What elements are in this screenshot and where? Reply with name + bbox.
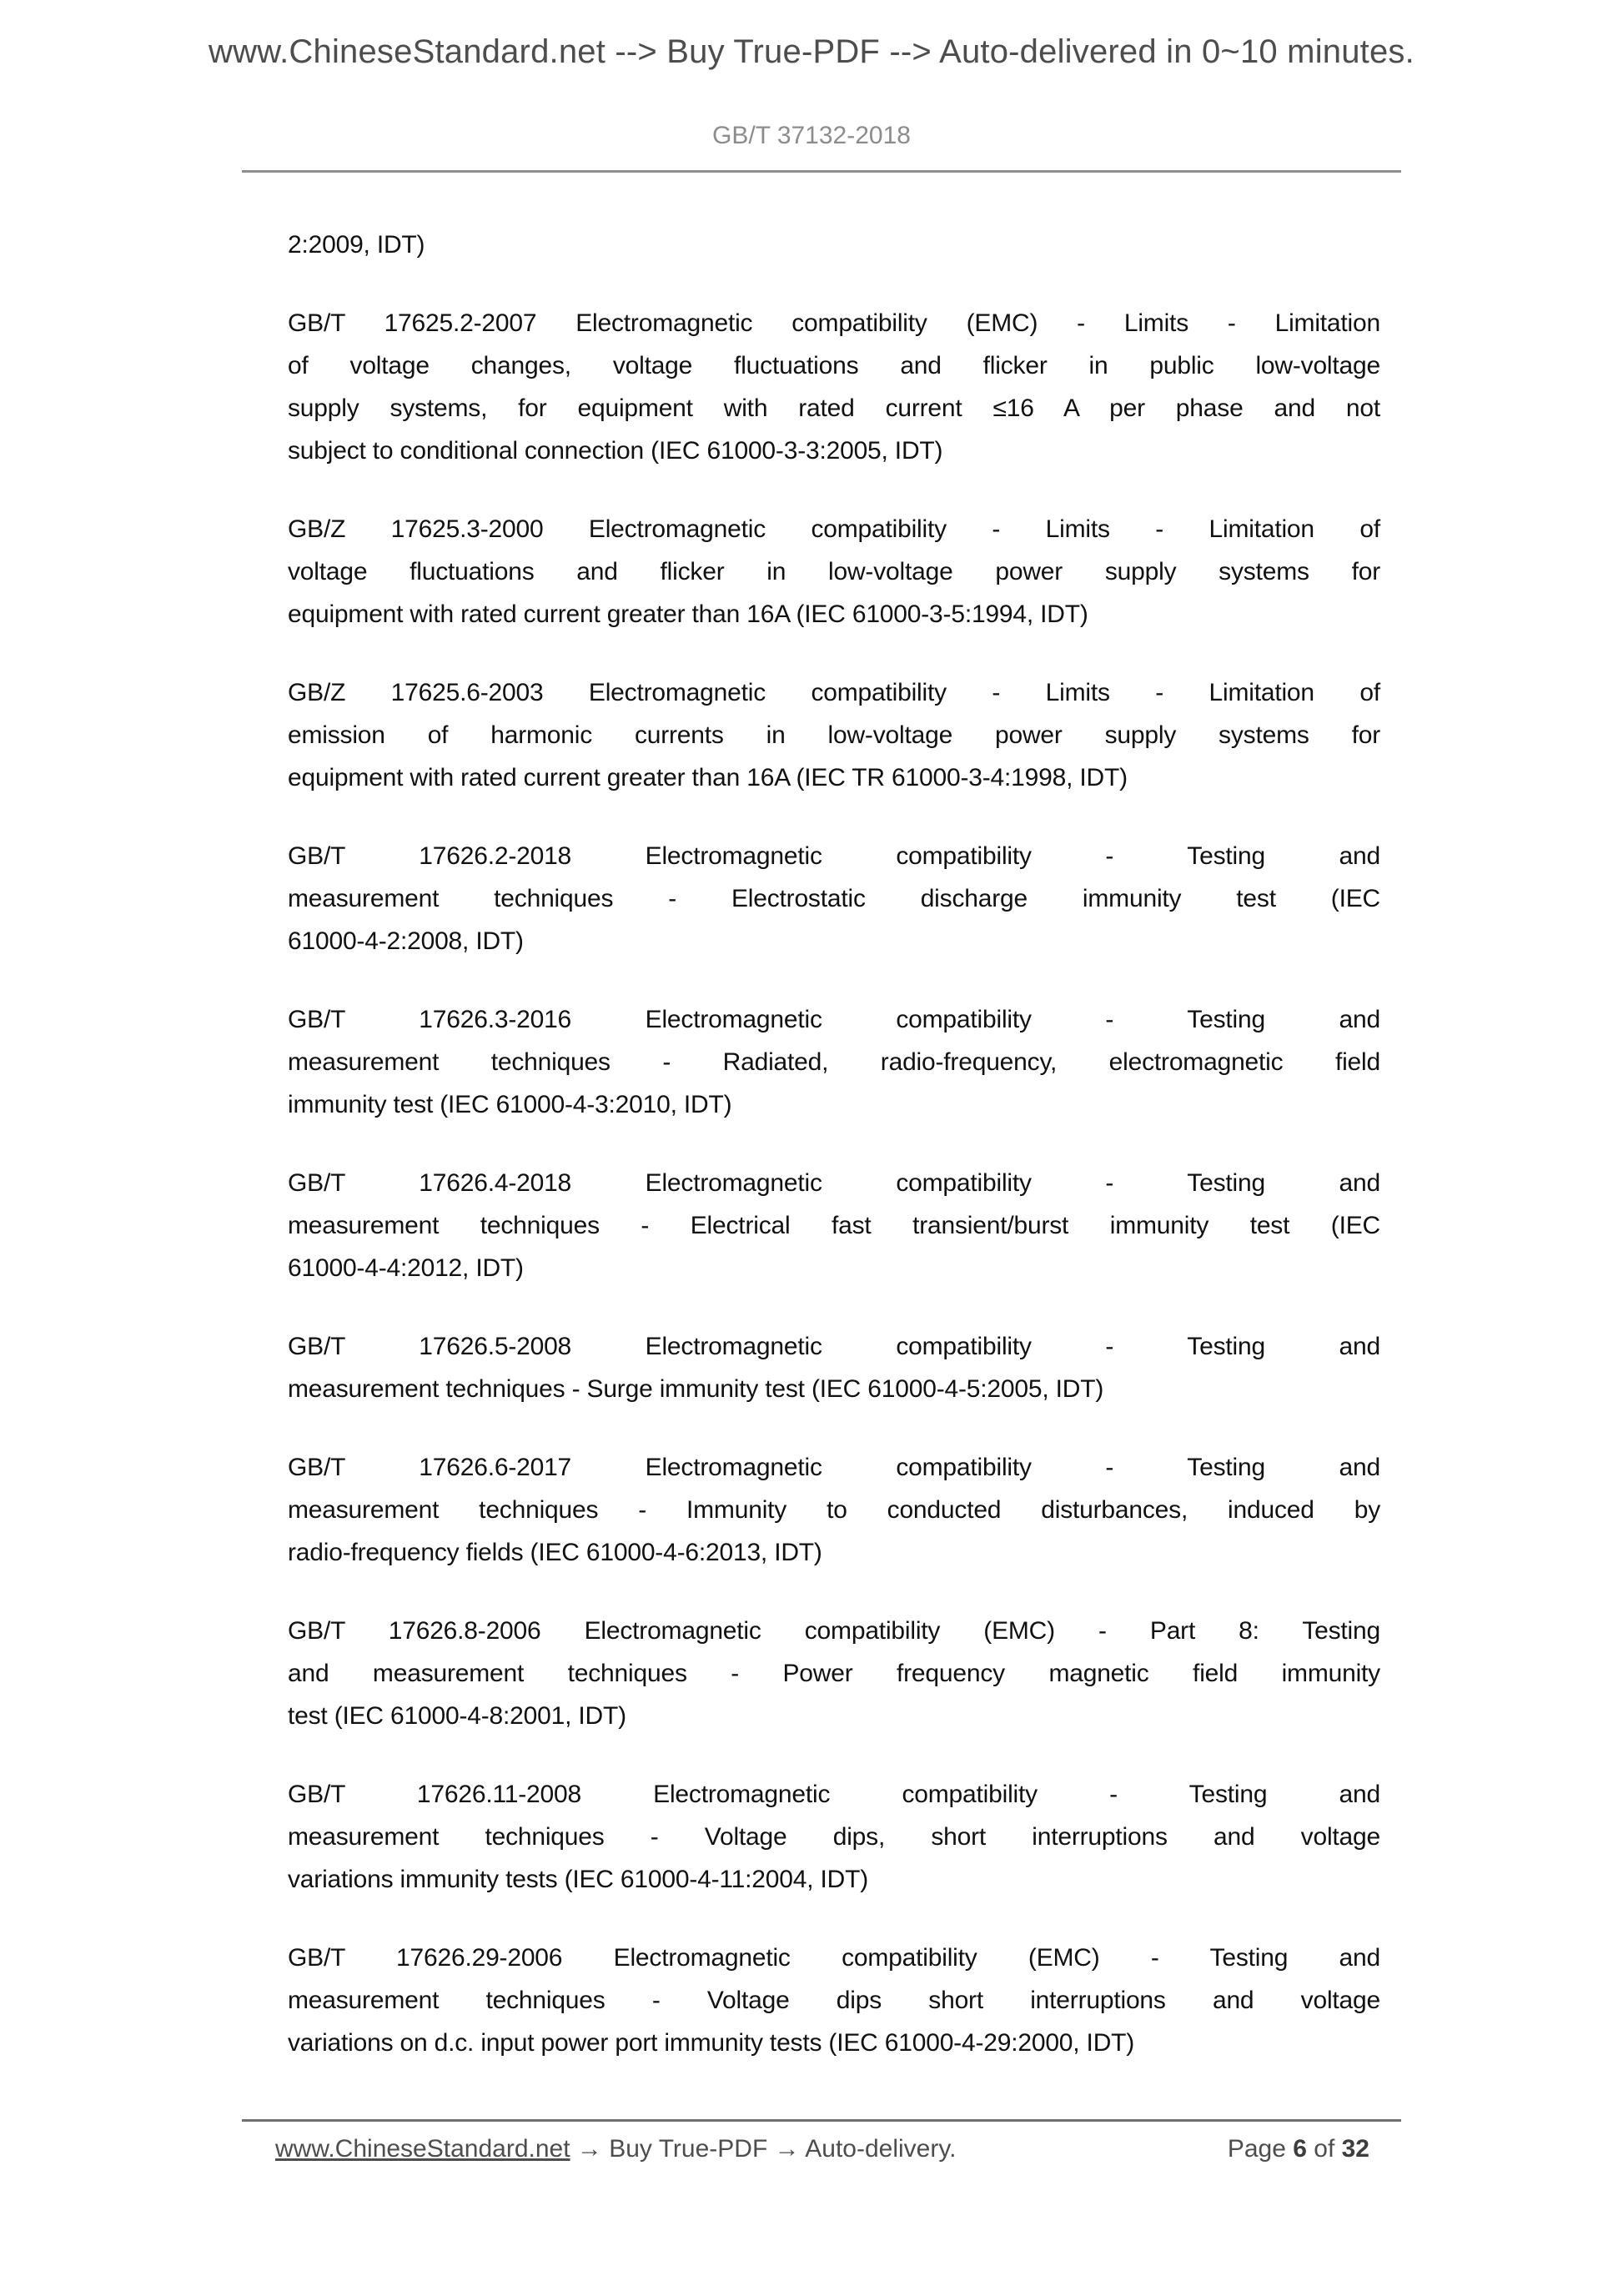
paragraph (288, 671, 1380, 799)
paragraph (288, 1937, 1380, 2064)
header-banner: www.ChineseStandard.net --> Buy True-PDF --> Auto-delivered in 0~10 minutes. (209, 33, 1414, 70)
page-current: 6 (1293, 2135, 1307, 2163)
text-line: immunity test (IEC 61000-4-3:2010, IDT) (288, 1091, 732, 1118)
text-line: of voltage changes, voltage fluctuations and flicker in public low-voltage (288, 352, 1380, 379)
text-line: measurement techniques - Electrical fast transient/burst immunity test (IEC (288, 1212, 1380, 1239)
paragraph (288, 508, 1380, 636)
text-line: GB/T 17626.5-2008 Electromagnetic compatibility - Testing and (288, 1333, 1380, 1360)
text-line: GB/Z 17625.3-2000 Electromagnetic compatibility - Limits - Limitation of (288, 515, 1380, 543)
paragraph (288, 998, 1380, 1126)
text-line: 2:2009, IDT) (288, 231, 425, 259)
paragraph (288, 1610, 1380, 1737)
text-line: equipment with rated current greater than 16A (IEC TR 61000-3-4:1998, IDT) (288, 764, 1128, 791)
text-line: radio-frequency fields (IEC 61000-4-6:2013, IDT) (288, 1539, 822, 1566)
text-line: supply systems, for equipment with rated current ≤16 A per phase and not (288, 394, 1380, 422)
page-label: Page (1227, 2135, 1294, 2163)
footer (275, 2135, 956, 2163)
text-line: measurement techniques - Surge immunity test (IEC 61000-4-5:2005, IDT) (288, 1375, 1104, 1403)
text-line: measurement techniques - Electrostatic discharge immunity test (IEC (288, 885, 1380, 912)
header-divider (242, 170, 1401, 173)
text-line: measurement techniques - Voltage dips, short interruptions and voltage (288, 1823, 1380, 1851)
text-line: measurement techniques - Immunity to conducted disturbances, induced by (288, 1496, 1380, 1524)
document-body (288, 224, 1380, 2064)
text-line: GB/T 17626.4-2018 Electromagnetic compatibility - Testing and (288, 1169, 1380, 1197)
text-line: GB/T 17626.8-2006 Electromagnetic compatibility (EMC) - Part 8: Testing (288, 1617, 1380, 1645)
paragraph (288, 1446, 1380, 1574)
footer-site-link[interactable]: www.ChineseStandard.net (275, 2135, 570, 2163)
paragraph (288, 302, 1380, 472)
text-line: measurement techniques - Voltage dips short interruptions and voltage (288, 1987, 1380, 2014)
text-line: test (IEC 61000-4-8:2001, IDT) (288, 1702, 626, 1730)
text-line: GB/T 17626.2-2018 Electromagnetic compatibility - Testing and (288, 842, 1380, 870)
paragraph (288, 1162, 1380, 1289)
document-number: GB/T 37132-2018 (712, 122, 911, 149)
page-total: 32 (1341, 2135, 1369, 2163)
text-line: GB/T 17626.29-2006 Electromagnetic compatibility (EMC) - Testing and (288, 1944, 1380, 1972)
footer-tagline: → Buy True-PDF → Auto-delivery. (570, 2135, 957, 2163)
text-line: 61000-4-2:2008, IDT) (288, 927, 524, 955)
footer-divider (242, 2119, 1401, 2122)
text-line: emission of harmonic currents in low-voltage power supply systems for (288, 721, 1380, 749)
text-line: GB/T 17626.3-2016 Electromagnetic compatibility - Testing and (288, 1006, 1380, 1033)
paragraph (288, 1773, 1380, 1901)
text-line: subject to conditional connection (IEC 61000-3-3:2005, IDT) (288, 437, 943, 465)
paragraph (288, 1325, 1380, 1410)
text-line: variations on d.c. input power port immunity tests (IEC 61000-4-29:2000, IDT) (288, 2029, 1135, 2057)
text-line: and measurement techniques - Power frequency magnetic field immunity (288, 1660, 1380, 1687)
text-line: GB/T 17626.11-2008 Electromagnetic compatibility - Testing and (288, 1781, 1380, 1808)
paragraph (288, 835, 1380, 962)
text-line: variations immunity tests (IEC 61000-4-11:2004, IDT) (288, 1866, 868, 1893)
text-line: GB/Z 17625.6-2003 Electromagnetic compatibility - Limits - Limitation of (288, 679, 1380, 706)
text-line: voltage fluctuations and flicker in low-voltage power supply systems for (288, 558, 1380, 585)
text-line: GB/T 17625.2-2007 Electromagnetic compatibility (EMC) - Limits - Limitation (288, 309, 1380, 337)
text-line: GB/T 17626.6-2017 Electromagnetic compatibility - Testing and (288, 1454, 1380, 1481)
paragraph (288, 224, 1380, 266)
text-line: 61000-4-4:2012, IDT) (288, 1254, 524, 1282)
page-of-label: of (1306, 2135, 1342, 2163)
text-line: measurement techniques - Radiated, radio-frequency, electromagnetic field (288, 1048, 1380, 1076)
text-line: equipment with rated current greater than 16A (IEC 61000-3-5:1994, IDT) (288, 600, 1088, 628)
page-indicator (1228, 2135, 1369, 2163)
